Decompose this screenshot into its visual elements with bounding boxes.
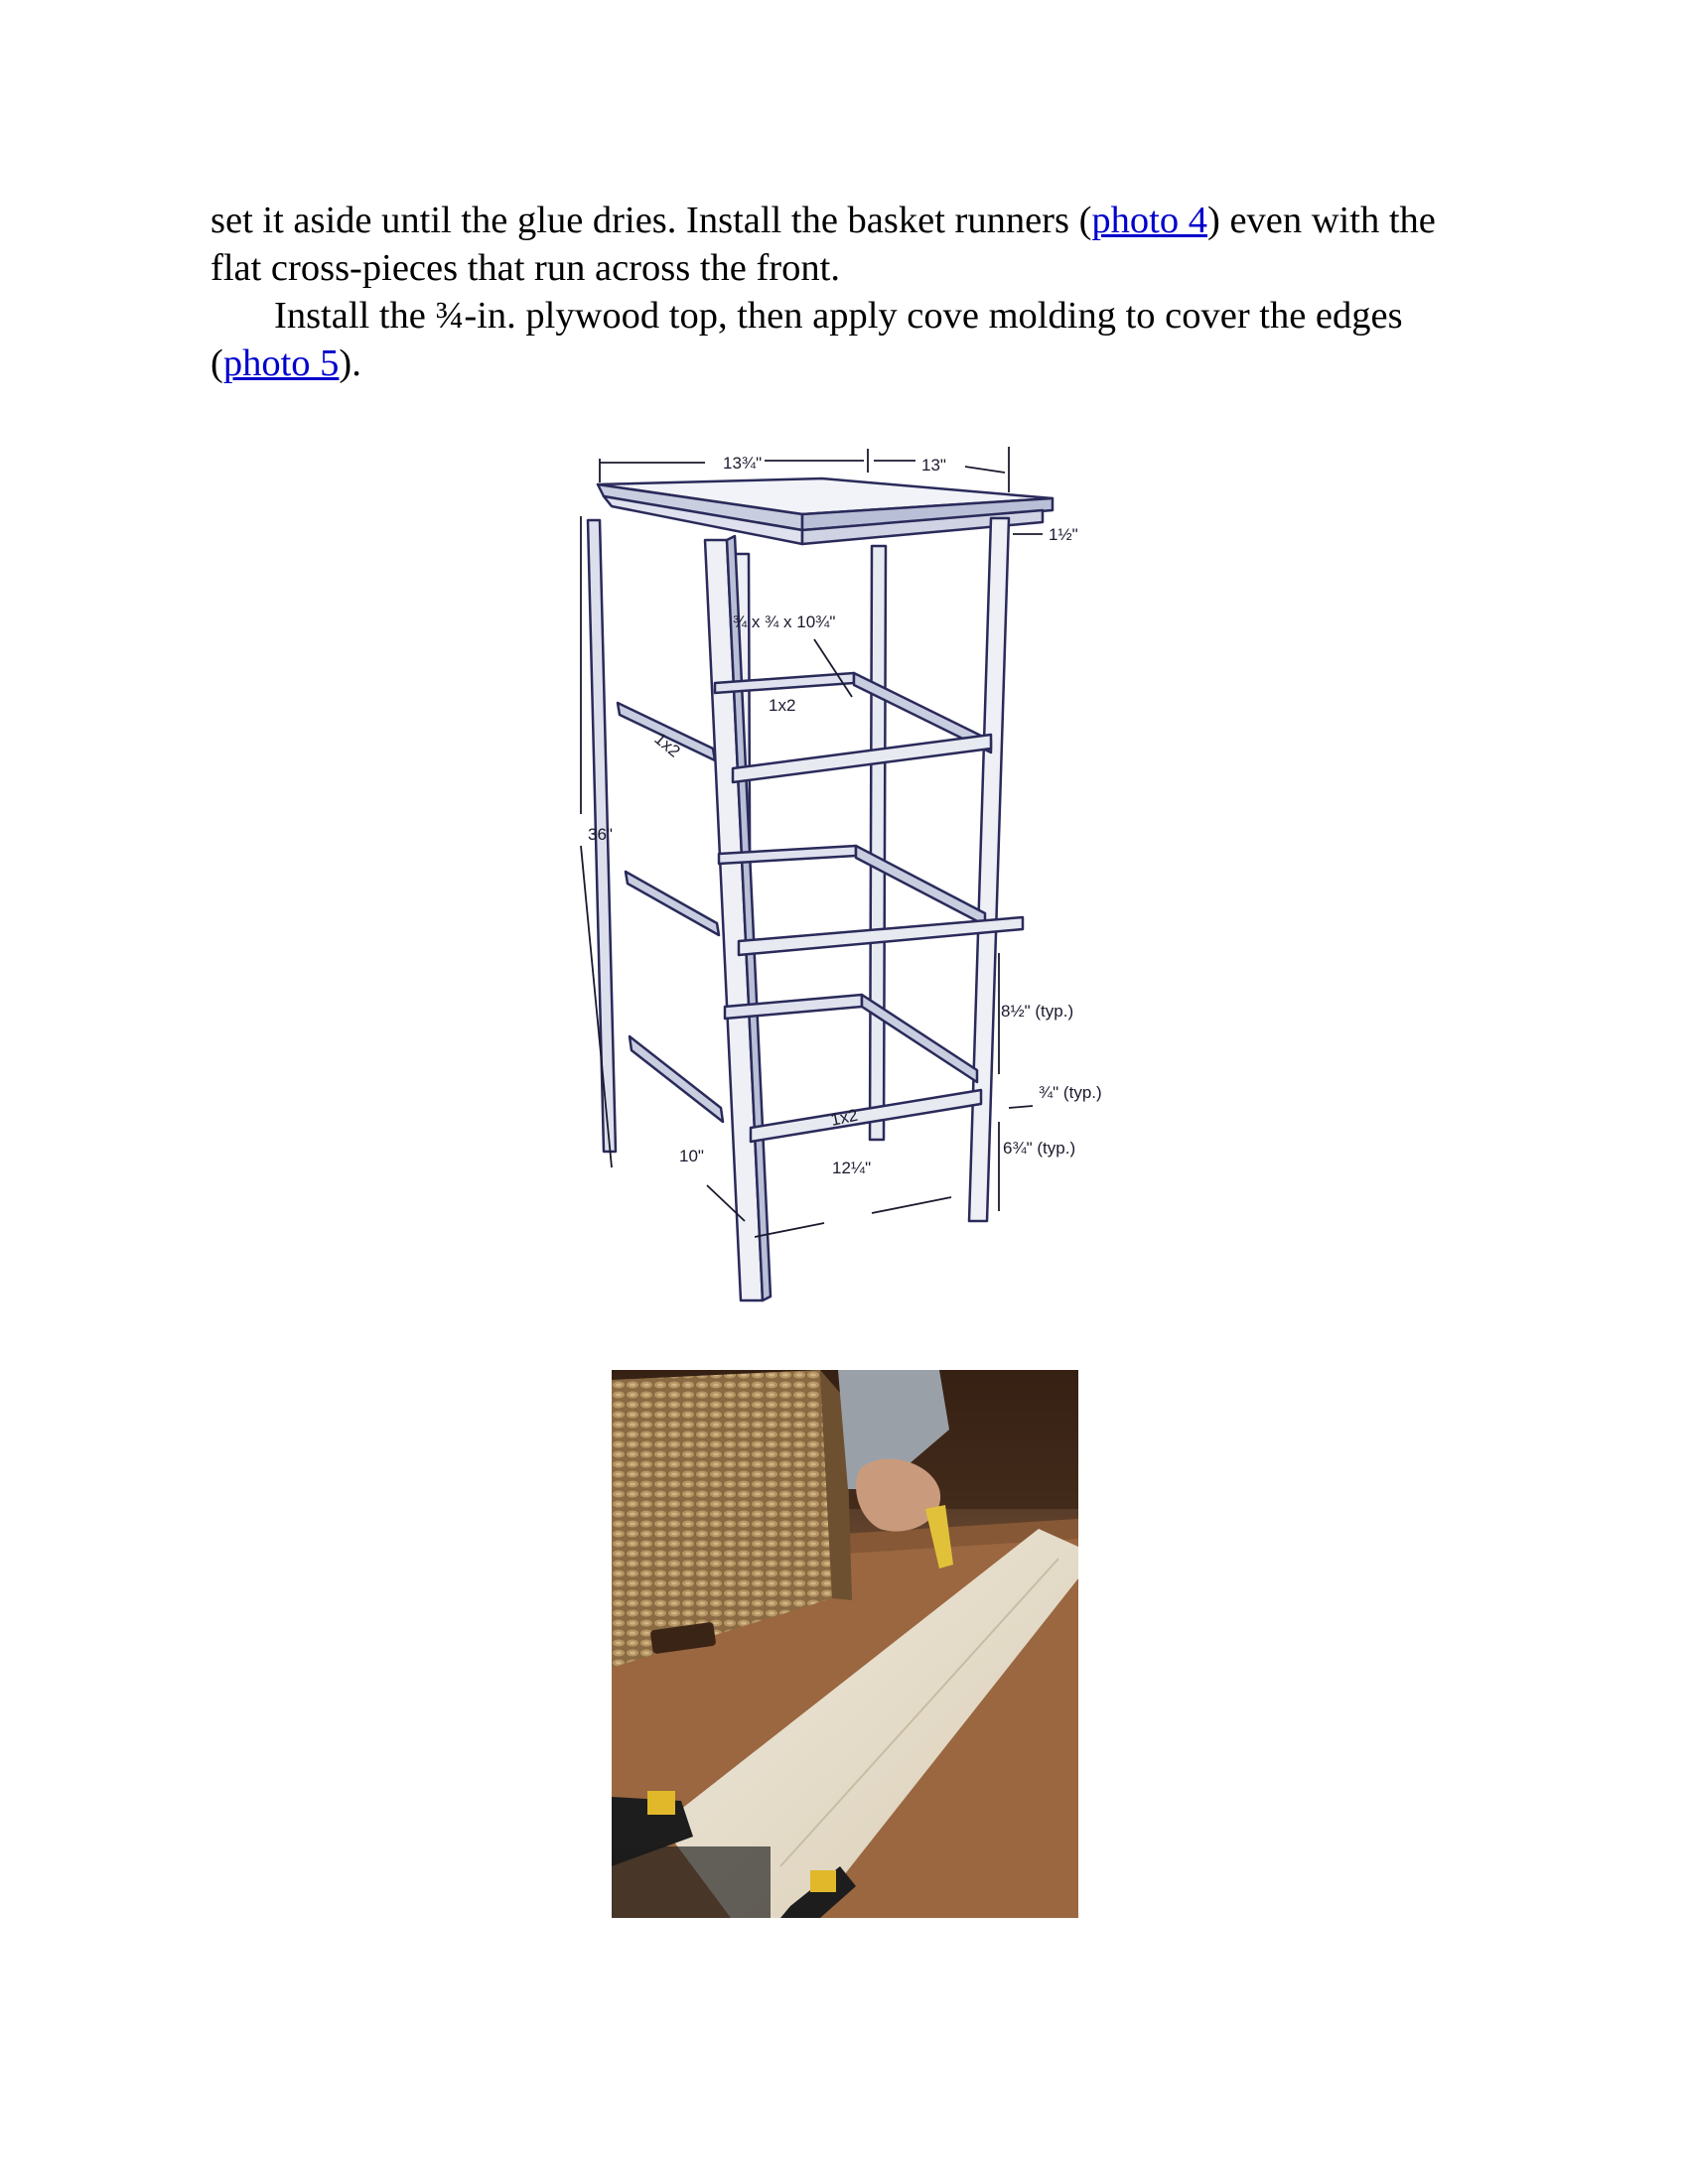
dim-shelf-spacing: 8½" (typ.) <box>1001 1002 1074 1021</box>
shelf-3-front-rail <box>751 1090 981 1142</box>
dim-bottom-gap: 6¾" (typ.) <box>1003 1139 1076 1158</box>
label-1x2-top: 1x2 <box>769 696 796 715</box>
paragraph-2 <box>211 292 1491 387</box>
paragraph-2-text-after: ). <box>339 342 361 384</box>
shelf-2-left-rail <box>626 872 719 935</box>
photo-4-link[interactable]: photo 4 <box>1091 200 1207 241</box>
paragraph-1 <box>211 197 1491 292</box>
photo-5-link[interactable]: photo 5 <box>222 342 340 384</box>
dim-runner: ¾" (typ.) <box>1039 1083 1102 1102</box>
body-text <box>211 197 1491 387</box>
paragraph-1-text-after: ) even with the flat cross-pieces that run across the front. <box>211 200 1436 289</box>
paragraph-2-text-before: Install the ¾-in. plywood top, then apply cove molding to cover the edges ( <box>211 295 1403 384</box>
shelf-1-front-rail <box>733 735 991 782</box>
dim-cleat: ¾ x ¾ x 10¾" <box>733 613 836 631</box>
paragraph-1-text-before: set it aside until the glue dries. Install the basket runners ( <box>211 200 1092 241</box>
dim-molding: 1½" <box>1049 525 1078 544</box>
shelf-3-left-rail <box>630 1036 723 1122</box>
shelf-unit-diagram <box>556 437 1132 1310</box>
plywood-cutting-photo <box>612 1370 1078 1918</box>
dim-height: 36" <box>588 825 613 844</box>
label-1x2-bottom: 1x2 <box>828 1105 860 1130</box>
dim-bottom-width: 12¼" <box>832 1159 872 1177</box>
dim-top-width: 13¾" <box>723 454 763 473</box>
front-right-post <box>969 518 1009 1221</box>
back-right-post <box>870 546 886 1140</box>
label-1x2-side: 1x2 <box>650 729 684 761</box>
dim-bottom-depth: 10" <box>679 1147 704 1165</box>
dim-top-depth: 13" <box>921 456 946 475</box>
